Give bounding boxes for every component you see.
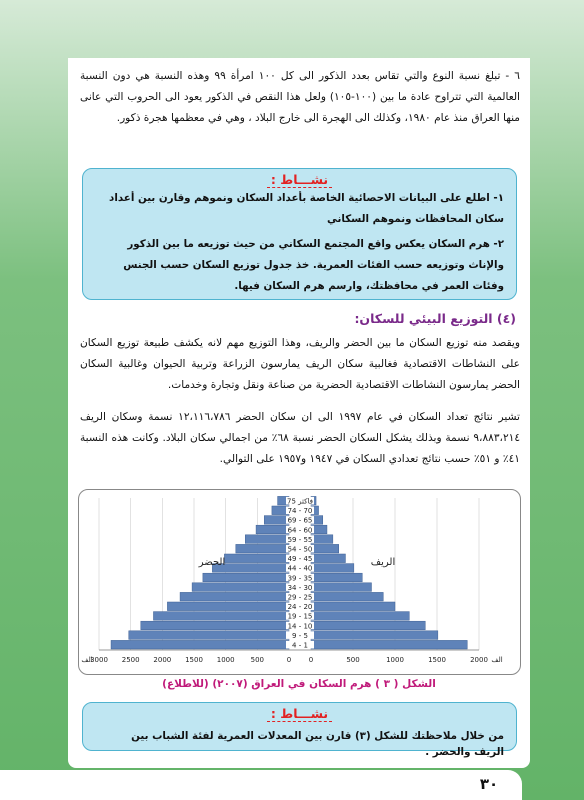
x-tick-right: 1500 xyxy=(428,656,446,664)
bar-rural xyxy=(311,573,362,582)
figure-caption: الشكل ( ٣ ) هرم السكان في العراق (٢٠٠٧) (للاطلاع) xyxy=(162,678,436,690)
bar-rural xyxy=(311,535,333,544)
activity-item-1: ١- اطلع على البيانات الاحصائية الخاصة بأعداد السكان ونموهم وقارن بين أعداد سكان المحافظات ونموهم السكاني xyxy=(109,192,504,225)
x-tick-left: 3000 xyxy=(90,656,108,664)
footer-bar xyxy=(0,770,522,800)
age-group-label: 14 - 10 xyxy=(287,622,313,631)
paragraph-census: تشير نتائج تعداد السكان في عام ١٩٩٧ الى ان سكان الحضر ١٢،١١٦،٧٨٦ نسمة وسكان الريف ٩،٨٨٣،٢١٤ نسمة وبذلك يشكل السكان الحضر نسبة ٦٨٪ من اجمالي سكان البلاد. وكانت هذه النسبة ٤١٪ و ٥١٪ حسب نتائج تعدادي السكان في ١٩٤٧ و١٩٥٧ على التوالي. xyxy=(80,411,521,465)
bar-urban xyxy=(167,602,289,611)
page-number: ٣٠ xyxy=(479,775,499,793)
bar-urban xyxy=(111,640,289,649)
bar-rural xyxy=(311,554,345,563)
unit-label-right: الف xyxy=(491,656,503,664)
bar-rural xyxy=(311,621,425,630)
age-group-label: 54 - 50 xyxy=(287,545,313,554)
activity-item-2: ٢- هرم السكان يعكس واقع المجتمع السكاني من حيث توزيعه ما بين الذكور والإناث وتوزيعه حسب الفئات العمرية. خذ جدول توزيع السكان حسب الجنس وفئات العمر في محافظتك، وارسم هرم السكان فيها. xyxy=(123,238,504,292)
x-tick-left: 2000 xyxy=(153,656,172,664)
bar-urban xyxy=(256,525,289,534)
bar-rural xyxy=(311,602,395,611)
x-tick-right: 1000 xyxy=(386,656,404,664)
x-tick-right: 500 xyxy=(346,656,360,664)
textbook-page xyxy=(68,58,530,768)
age-group-label: 19 - 15 xyxy=(287,612,313,621)
age-group-label: 49 - 45 xyxy=(287,555,313,564)
age-group-label: 64 - 60 xyxy=(287,526,313,535)
activity-2-text: من خلال ملاحظتك للشكل (٣) قارن بين المعدلات العمرية لفئة الشباب بين الريف والحضر . xyxy=(131,730,504,758)
bar-urban xyxy=(224,554,289,563)
bar-rural xyxy=(311,583,371,592)
x-tick-left: 0 xyxy=(286,656,292,664)
bar-urban xyxy=(153,612,289,621)
x-tick-left: 2500 xyxy=(121,656,140,664)
bar-rural xyxy=(311,592,383,601)
age-group-label: 4 - 1 xyxy=(292,641,308,650)
bar-rural xyxy=(311,544,339,553)
bar-rural xyxy=(311,564,354,573)
age-group-label: 9 - 5 xyxy=(292,631,308,640)
population-pyramid-chart xyxy=(78,489,521,675)
age-group-label: 34 - 30 xyxy=(287,583,313,592)
activity-title: نشـــاط : xyxy=(267,172,332,188)
activity-box-2 xyxy=(82,702,517,758)
bar-rural xyxy=(311,640,467,649)
activity-box-1 xyxy=(82,168,517,300)
bar-urban xyxy=(236,544,289,553)
bar-urban xyxy=(264,516,289,525)
x-tick-left: 1000 xyxy=(216,656,235,664)
age-group-label: 59 - 55 xyxy=(287,535,313,544)
age-group-label: 24 - 20 xyxy=(287,603,313,612)
x-tick-right: 0 xyxy=(308,656,314,664)
age-group-label: 75 فاكثر xyxy=(287,497,313,506)
bar-urban xyxy=(203,573,289,582)
bar-urban xyxy=(192,583,289,592)
age-group-label: 69 - 65 xyxy=(287,516,313,525)
bar-rural xyxy=(311,612,409,621)
bar-urban xyxy=(180,592,289,601)
legend-urban: الحضر xyxy=(198,557,226,568)
bar-urban xyxy=(141,621,289,630)
x-tick-left: 500 xyxy=(250,656,265,664)
paragraph-distribution: ويقصد منه توزيع السكان ما بين الحضر والريف، وهذا التوزيع مهم لانه يكشف طبيعة توزيع السكان على النشاطات الاقتصادية فغالبية سكان الريف يمارسون الزراعة وتربية الحيوان وغالبية السكان الحضر يمارسون النشاطات الاقتصادية الحضرية من صناعة ونقل وتجارة وخدمات. xyxy=(80,337,520,391)
x-tick-right: 2000 xyxy=(470,656,488,664)
activity-title-2: نشـــاط : xyxy=(267,706,332,722)
x-tick-left: 1500 xyxy=(185,656,203,664)
age-group-label: 74 - 70 xyxy=(287,507,313,516)
paragraph-sex-ratio: ٦ - تبلغ نسبة النوع والتي تقاس بعدد الذكور الى كل ١٠٠ امرأة ٩٩ وهذه النسبة هي دون النسبة العالمية التي تتراوح عادة ما بين (١٠٠-١٠٥) ولعل هذا النقص في الذكور يعود الى الحروب التي عانى منها العراق منذ عام ١٩٨٠، وكذلك الى الهجرة الى خارج البلاد ، وهي في معظمها هجرة ذكور. xyxy=(80,70,520,124)
bar-rural xyxy=(311,631,438,640)
section-title: (٤) التوزيع البيئي للسكان: xyxy=(354,311,516,326)
age-group-label: 44 - 40 xyxy=(287,564,313,573)
legend-rural: الريف xyxy=(370,557,396,568)
age-group-label: 29 - 25 xyxy=(287,593,313,602)
age-group-label: 39 - 35 xyxy=(287,574,313,583)
bar-urban xyxy=(129,631,289,640)
unit-label-left: الف xyxy=(81,656,93,664)
bar-urban xyxy=(245,535,289,544)
pyramid-svg xyxy=(79,490,522,676)
